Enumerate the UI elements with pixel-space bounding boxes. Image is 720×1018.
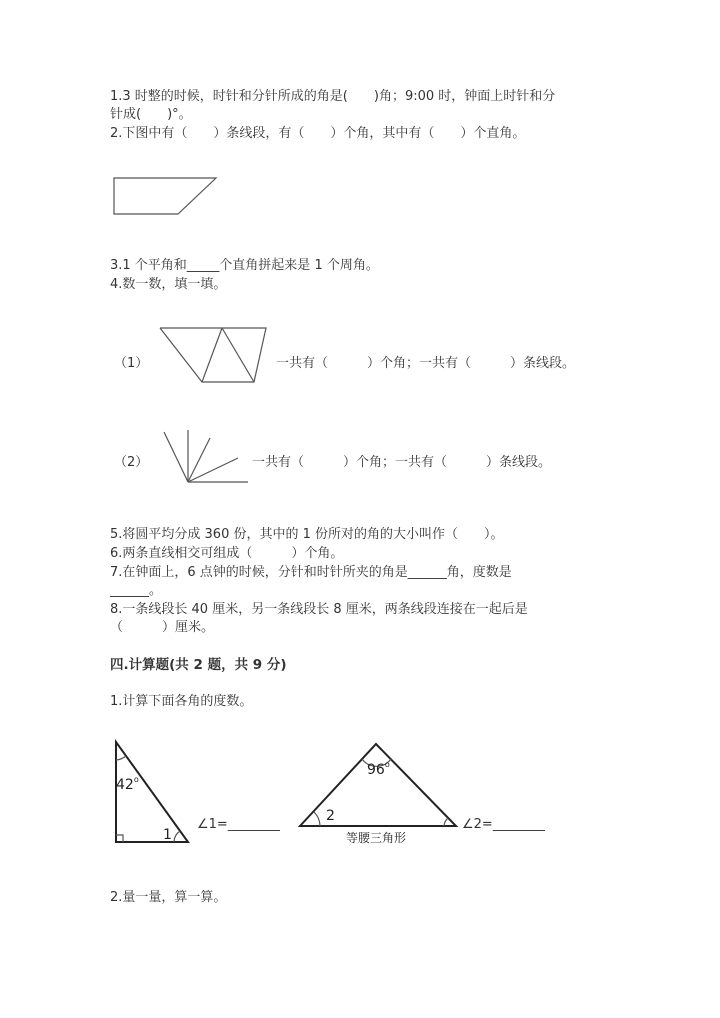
- question-4-2-text: 一共有（ ）个角；一共有（ ）条线段。: [252, 455, 552, 470]
- trapezoid-figure: [108, 172, 224, 222]
- question-6: 6.两条直线相交可组成（ ）个角。: [110, 546, 344, 561]
- question-1-line-2: 针成( )°。: [110, 107, 192, 122]
- angle-count-figure-2: [158, 426, 254, 488]
- question-8-line-1: 8.一条线段长 40 厘米，另一条线段长 8 厘米，两条线段连接在一起后是: [110, 602, 528, 617]
- question-1-line-1: 1.3 时整的时候，时针和分针所成的角是( )角；9:00 时，钟面上时针和分: [110, 89, 556, 104]
- right-triangle-figure: [108, 736, 198, 850]
- question-8-line-2: （ ）厘米。: [110, 620, 215, 635]
- question-7-line-2: ______。: [110, 583, 163, 598]
- angle-96-label: 96$^o$: [367, 760, 390, 778]
- question-4-2-number: （2）: [114, 455, 149, 470]
- question-7-line-1: 7.在钟面上，6 点钟的时候，分针和时针所夹的角是______角，度数是: [110, 565, 512, 580]
- angle-42-label: 42$^o$: [116, 775, 139, 793]
- question-5: 5.将圆平均分成 360 份，其中的 1 份所对的角的大小叫作（ ）。: [110, 527, 504, 542]
- angle-1-label: 1: [163, 827, 172, 843]
- section-4-heading: 四.计算题(共 2 题，共 9 分): [110, 657, 287, 673]
- question-4-1-text: 一共有（ ）个角；一共有（ ）条线段。: [276, 356, 576, 371]
- calc-question-1: 1.计算下面各角的度数。: [110, 694, 253, 709]
- answer-angle-2: ∠2=________: [462, 817, 545, 832]
- isosceles-triangle-figure: [294, 738, 464, 852]
- question-3: 3.1 个平角和_____个直角拼起来是 1 个周角。: [110, 258, 379, 273]
- isosceles-caption: 等腰三角形: [346, 831, 407, 845]
- question-4-1-number: （1）: [114, 356, 149, 371]
- question-4: 4.数一数，填一填。: [110, 277, 227, 292]
- question-2: 2.下图中有（ ）条线段，有（ ）个角，其中有（ ）个直角。: [110, 126, 526, 141]
- angle-2-label: 2: [326, 808, 335, 824]
- angle-count-figure-1: [154, 322, 274, 388]
- calc-question-2: 2.量一量，算一算。: [110, 890, 227, 905]
- answer-angle-1: ∠1=________: [197, 817, 280, 832]
